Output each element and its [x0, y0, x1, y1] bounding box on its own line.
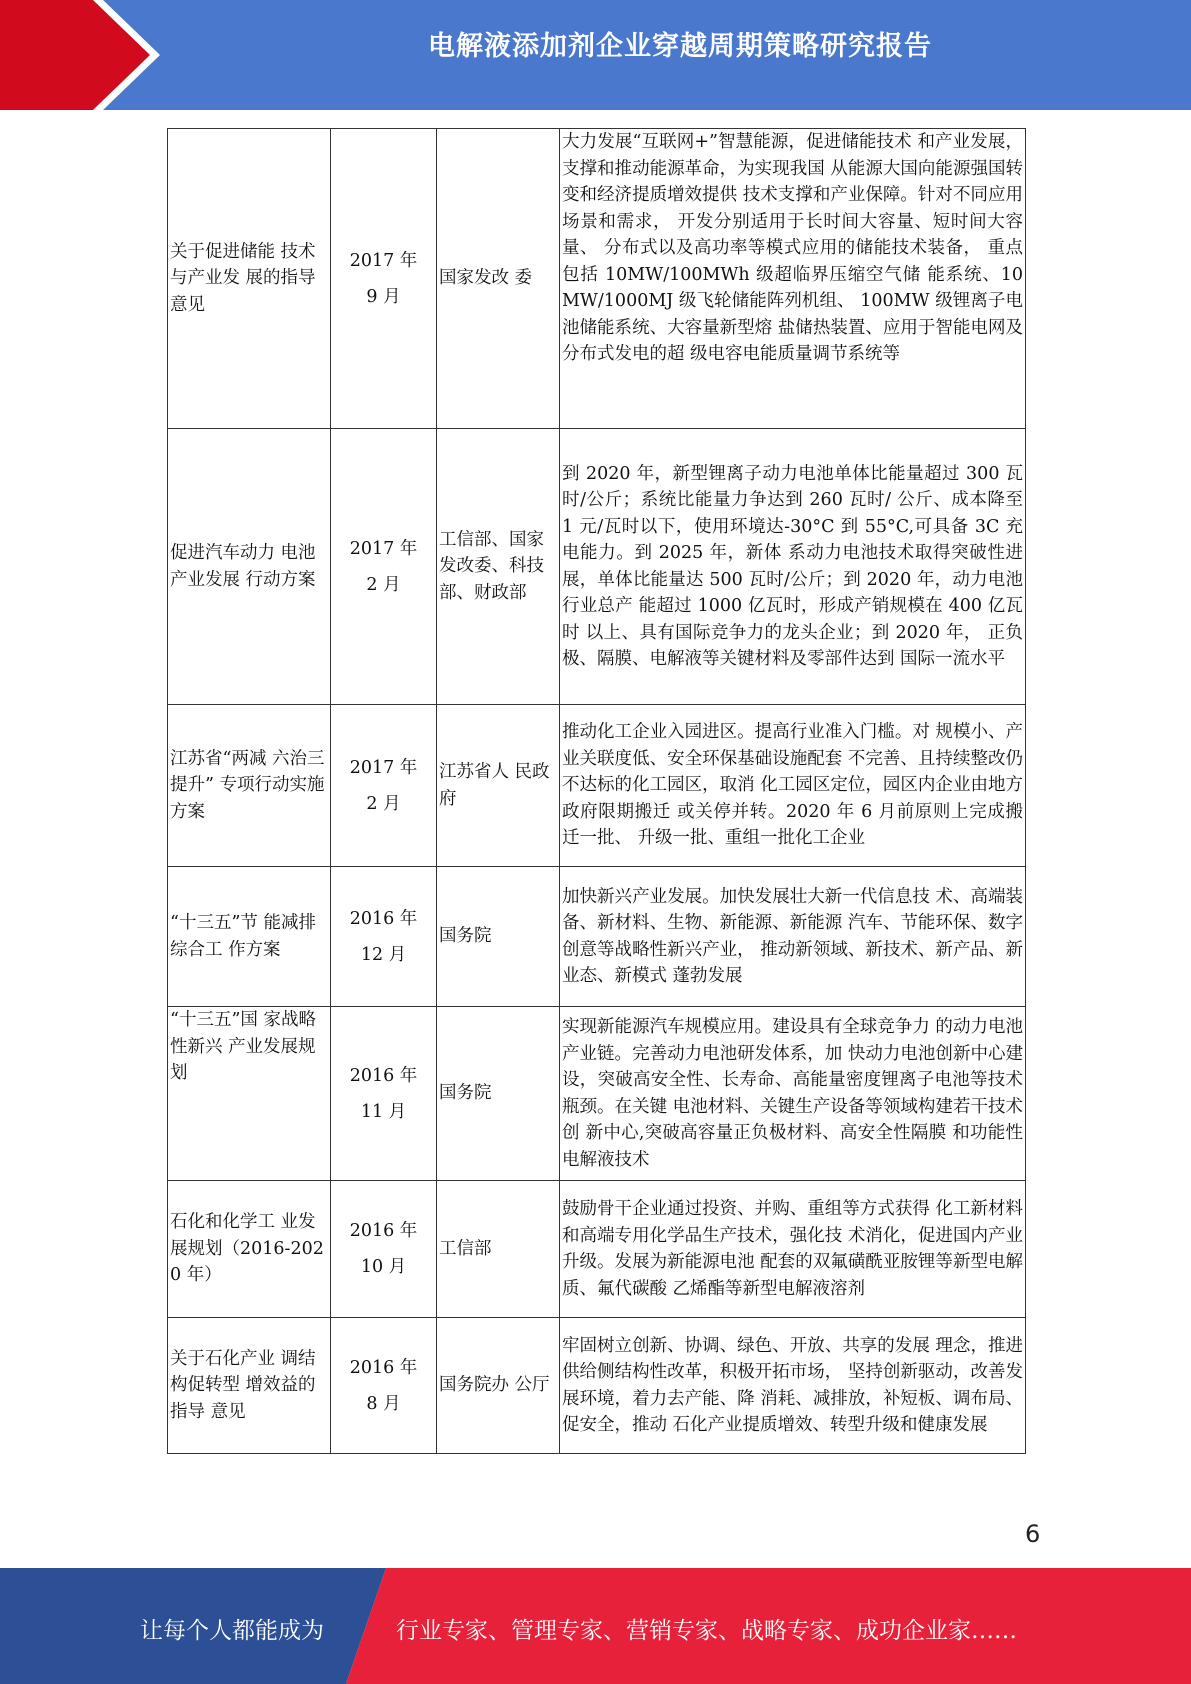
- table-row: [168, 1318, 1026, 1454]
- policy-year: 2016 年: [349, 908, 418, 929]
- policy-name: “十三五”节 能减排综合工 作方案: [168, 867, 331, 1007]
- policy-time: [331, 705, 437, 867]
- page-number: 6: [1025, 1520, 1041, 1548]
- policy-content: 实现新能源汽车规模应用。建设具有全球竞争力 的动力电池产业链。完善动力电池研发体系，加 快动力电池创新中心建设，突破高安全性、长寿命、高能量密度锂离子电池等技术瓶颈。在关键 电池材料、关键生产设备等领域构建若干技术创 新中心,突破高容量正负极材料、高安全性隔膜 和功能性电解液技术: [560, 1007, 1026, 1181]
- policy-department: 工信部、国家发改委、科技部、财政部: [437, 429, 560, 705]
- policy-year: 2016 年: [349, 1065, 418, 1086]
- policy-department: 国务院: [437, 1007, 560, 1181]
- policy-content: 加快新兴产业发展。加快发展壮大新一代信息技 术、高端装备、新材料、生物、新能源、新能源 汽车、节能环保、数字创意等战略性新兴产业， 推动新领域、新技术、新产品、新业态、新模式 蓬勃发展: [560, 867, 1026, 1007]
- policy-month: 9 月: [366, 286, 401, 307]
- policy-month: 11 月: [360, 1101, 407, 1122]
- policy-month: 2 月: [366, 574, 401, 595]
- footer-slogan-right: 行业专家、管理专家、营销专家、战略专家、成功企业家……: [396, 1618, 1017, 1644]
- table-row: [168, 1007, 1026, 1181]
- policy-month: 2 月: [366, 793, 401, 814]
- policy-time: [331, 1007, 437, 1181]
- policy-department: 国务院: [437, 867, 560, 1007]
- policy-content: 鼓励骨干企业通过投资、并购、重组等方式获得 化工新材料和高端专用化学品生产技术，强化技 术消化，促进国内产业升级。发展为新能源电池 配套的双氟磺酰亚胺锂等新型电解质、氟代碳酸 乙烯酯等新型电解液溶剂: [560, 1181, 1026, 1318]
- policy-content: 到 2020 年，新型锂离子动力电池单体比能量超过 300 瓦时/公斤；系统比能量力争达到 260 瓦时/ 公斤、成本降至 1 元/瓦时以下，使用环境达-30°C 到 55°C,可具备 3C 充电能力。到 2025 年，新体 系动力电池技术取得突破性进展，单体比能量达 500 瓦时/公斤；到 2020 年，动力电池行业总产 能超过 1000 亿瓦时，形成产销规模在 400 亿瓦时 以上、具有国际竞争力的龙头企业；到 2020 年， 正负极、隔膜、电解液等关键材料及零部件达到 国际一流水平: [560, 429, 1026, 705]
- policy-name: “十三五”国 家战略性新兴 产业发展规划: [168, 1007, 331, 1181]
- policy-month: 12 月: [360, 944, 407, 965]
- policy-table: [167, 128, 1026, 1454]
- policy-year: 2017 年: [349, 757, 418, 778]
- policy-name: 关于石化产业 调结构促转型 增效益的指导 意见: [168, 1318, 331, 1454]
- policy-name: 关于促进储能 技术与产业发 展的指导意见: [168, 129, 331, 429]
- report-title: 电解液添加剂企业穿越周期策略研究报告: [428, 31, 932, 62]
- page-footer: [0, 1568, 1191, 1684]
- table-row: [168, 129, 1026, 429]
- policy-content: 牢固树立创新、协调、绿色、开放、共享的发展 理念，推进供给侧结构性改革，积极开拓市场， 坚持创新驱动，改善发展环境，着力去产能、降 消耗、减排放，补短板、调布局、促安全，推动 石化产业提质增效、转型升级和健康发展: [560, 1318, 1026, 1454]
- table-row: [168, 867, 1026, 1007]
- policy-year: 2017 年: [349, 250, 418, 271]
- policy-time: [331, 1318, 437, 1454]
- policy-time: [331, 429, 437, 705]
- policy-name: 江苏省“两减 六治三提升” 专项行动实施 方案: [168, 705, 331, 867]
- policy-year: 2016 年: [349, 1357, 418, 1378]
- policy-department: 国家发改 委: [437, 129, 560, 429]
- table-row: [168, 1181, 1026, 1318]
- policy-content: 推动化工企业入园进区。提高行业准入门槛。对 规模小、产业关联度低、安全环保基础设施配套 不完善、且持续整改仍不达标的化工园区，取消 化工园区定位，园区内企业由地方政府限期搬迁 或关停并转。2020 年 6 月前原则上完成搬迁一批、 升级一批、重组一批化工企业: [560, 705, 1026, 867]
- policy-content: 大力发展“互联网+”智慧能源，促进储能技术 和产业发展，支撑和推动能源革命，为实现我国 从能源大国向能源强国转变和经济提质增效提供 技术支撑和产业保障。针对不同应用场景和需求， 开发分别适用于长时间大容量、短时间大容量、 分布式以及高功率等模式应用的储能技术装备， 重点包括 10MW/100MWh 级超临界压缩空气储 能系统、10MW/1000MJ 级飞轮储能阵列机组、 100MW 级锂离子电池储能系统、大容量新型熔 盐储热装置、应用于智能电网及分布式发电的超 级电容电能质量调节系统等: [560, 129, 1026, 429]
- policy-year: 2017 年: [349, 538, 418, 559]
- table-row: [168, 705, 1026, 867]
- policy-department: 工信部: [437, 1181, 560, 1318]
- policy-month: 8 月: [366, 1393, 401, 1414]
- policy-month: 10 月: [360, 1257, 407, 1277]
- policy-year: 2016 年: [349, 1221, 418, 1241]
- policy-department: 江苏省人 民政府: [437, 705, 560, 867]
- policy-time: [331, 1181, 437, 1318]
- policy-time: [331, 129, 437, 429]
- footer-slogan-left: 让每个人都能成为: [140, 1618, 324, 1644]
- policy-department: 国务院办 公厅: [437, 1318, 560, 1454]
- policy-time: [331, 867, 437, 1007]
- policy-name: 石化和化学工 业发展规划（2016-2020 年）: [168, 1181, 331, 1318]
- policy-name: 促进汽车动力 电池产业发展 行动方案: [168, 429, 331, 705]
- table-row: [168, 429, 1026, 705]
- page-header: [0, 0, 1191, 110]
